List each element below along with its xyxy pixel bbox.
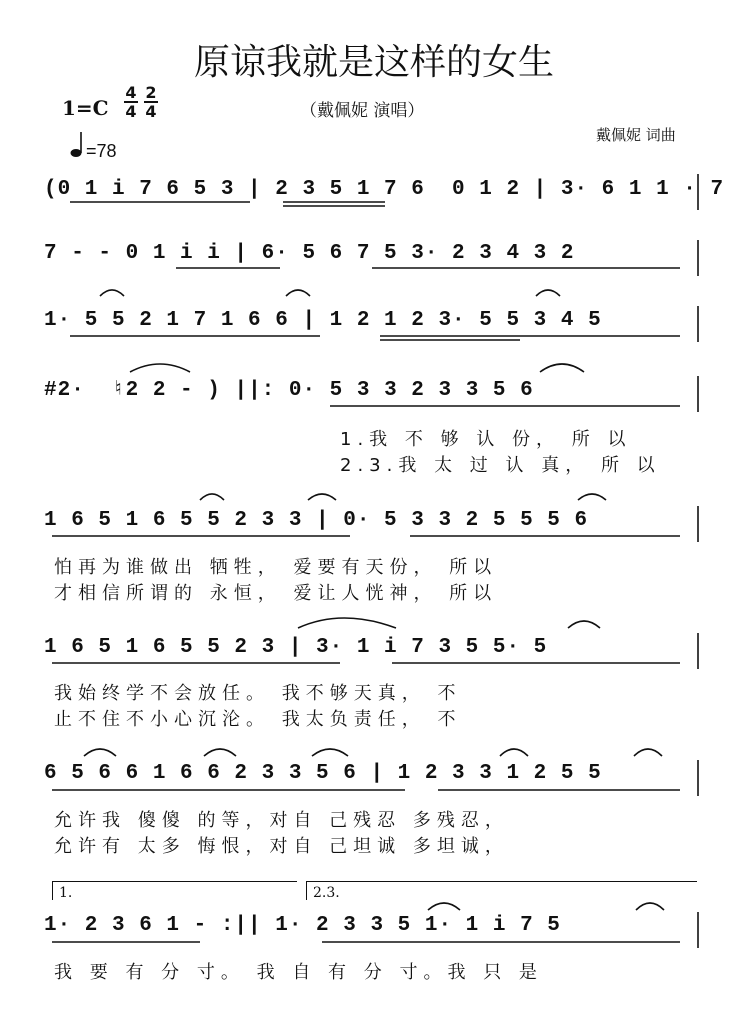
music-system-1 <box>44 168 725 212</box>
lyric-line-verse-2: 才相信所谓的 永恒， 爱让人恍神， 所以 <box>54 583 498 604</box>
notation-row: #2· ♮2 2 - ) ||: 0· 5 3 3 2 3 3 5 6 <box>44 379 534 402</box>
composer-credit: 戴佩妮 词曲 <box>596 126 676 144</box>
lyric-line-verse-1: 允许我 傻傻 的等，对自 己残忍 多残忍， <box>54 810 509 831</box>
lyric-line-verse-1: 怕再为谁做出 牺牲， 爱要有天份， 所以 <box>54 557 498 578</box>
quarter-note-icon <box>70 130 84 158</box>
notation-row: 6 5 6 6 1 6 6 2 3 3 5 6 | 1 2 3 3 1 2 5 5 <box>44 762 602 785</box>
music-system-8 <box>44 904 704 948</box>
notation-row: 1 6 5 1 6 5 5 2 3 3 | 0· 5 3 3 2 5 5 5 6 <box>44 509 589 532</box>
notation-row: 1 6 5 1 6 5 5 2 3 | 3· 1 i 7 3 5 5· 5 <box>44 636 548 659</box>
notation-row: (0 1 i 7 6 5 3 | 2 3 5 1 7 6 0 1 2 | 3· 6 1 1 · 7 <box>44 178 725 201</box>
tempo-marking: =78 <box>86 141 117 161</box>
music-system-2 <box>44 232 704 276</box>
lyric-line-verse-2: 止不住不小心沉沦。 我太负责任， 不 <box>54 709 462 730</box>
notation-row: 7 - - 0 1 i i | 6· 5 6 7 5 3· 2 3 4 3 2 <box>44 242 575 265</box>
music-system-6 <box>44 626 704 670</box>
volta-bracket-second: 2.3. <box>306 881 697 900</box>
key-signature: 1=C <box>62 96 109 120</box>
volta-bracket-first: 1. <box>52 881 297 900</box>
singer-credit: （戴佩妮 演唱） <box>300 101 425 121</box>
music-system-4 <box>44 369 704 413</box>
notation-row: 1· 2 3 6 1 - :|| 1· 2 3 3 5 1· 1 i 7 5 <box>44 914 561 937</box>
music-system-7 <box>44 752 704 796</box>
lyric-line-verse-1: 我 要 有 分 寸。 我 自 有 分 寸。我 只 是 <box>54 962 543 983</box>
lyric-line-verse-1: 我始终学不会放任。 我不够天真， 不 <box>54 683 462 704</box>
music-system-5 <box>44 499 704 543</box>
lyric-line-verse-1: 1.我 不 够 认 份， 所 以 <box>340 429 632 450</box>
song-title: 原谅我就是这样的女生 <box>193 42 554 83</box>
lyric-line-verse-2: 允许有 太多 悔恨，对自 己坦诚 多坦诚， <box>54 836 509 857</box>
notation-row: 1· 5 5 2 1 7 1 6 6 | 1 2 1 2 3· 5 5 3 4 5 <box>44 309 602 332</box>
time-signature-second: 2 4 <box>145 83 157 121</box>
music-system-3 <box>44 299 704 343</box>
time-signature-first: 4 4 <box>125 83 137 121</box>
lyric-line-verse-2: 2.3.我 太 过 认 真， 所 以 <box>340 455 661 476</box>
